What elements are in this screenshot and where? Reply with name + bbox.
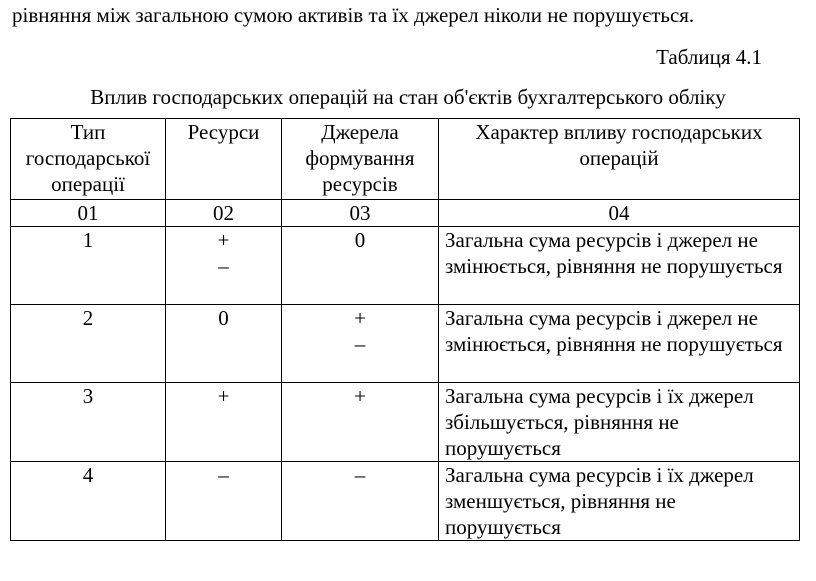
intro-text: рівняння між загальною сумою активів та їх джерел ніколи не порушується.: [12, 3, 695, 27]
cell-resources: [166, 305, 282, 383]
cell-resources: [166, 383, 282, 462]
header-type: Тип господарської операції: [11, 119, 166, 200]
column-number: 01: [11, 200, 166, 227]
cell-effect: Загальна сума ресурсів і джерел не змінюється, рівняння не порушується: [439, 227, 800, 305]
cell-resources: [166, 462, 282, 541]
column-number: 04: [439, 200, 800, 227]
sign: –: [354, 463, 366, 487]
sign: –: [354, 332, 366, 356]
cell-effect: Загальна сума ресурсів і їх джерел зменшується, рівняння не порушується: [439, 462, 800, 541]
sign: –: [218, 254, 229, 278]
cell-effect: Загальна сума ресурсів і джерел не змінюється, рівняння не порушується: [439, 305, 800, 383]
cell-effect: Загальна сума ресурсів і їх джерел збільшується, рівняння не порушується: [439, 383, 800, 462]
sign: 0: [218, 306, 229, 330]
sign: +: [354, 384, 366, 408]
column-number: 02: [166, 200, 282, 227]
cell-sources: [282, 227, 439, 305]
table-row: [11, 227, 800, 305]
operations-table: [10, 118, 800, 541]
table-header-row: [11, 119, 800, 200]
table-number: Таблиця 4.1: [656, 45, 762, 69]
column-number: 03: [282, 200, 439, 227]
sign: +: [217, 384, 230, 408]
table-row: [11, 383, 800, 462]
table-row: [11, 305, 800, 383]
sign: –: [218, 463, 229, 487]
column-number-row: [11, 200, 800, 227]
header-sources: Джерела формування ресурсів: [282, 119, 439, 200]
cell-type: 1: [11, 227, 166, 305]
table-row: [11, 462, 800, 541]
table-title: Вплив господарських операцій на стан об'єктів бухгалтерського обліку: [90, 85, 726, 109]
cell-type: 4: [11, 462, 166, 541]
cell-sources: [282, 305, 439, 383]
cell-type: 3: [11, 383, 166, 462]
sign: +: [217, 228, 230, 252]
cell-type: 2: [11, 305, 166, 383]
cell-sources: [282, 462, 439, 541]
cell-sources: [282, 383, 439, 462]
header-resources: Ресурси: [166, 119, 282, 200]
sign: +: [354, 306, 366, 330]
cell-resources: [166, 227, 282, 305]
sign: 0: [354, 228, 366, 252]
header-effect: Характер впливу господарських операцій: [439, 119, 800, 200]
